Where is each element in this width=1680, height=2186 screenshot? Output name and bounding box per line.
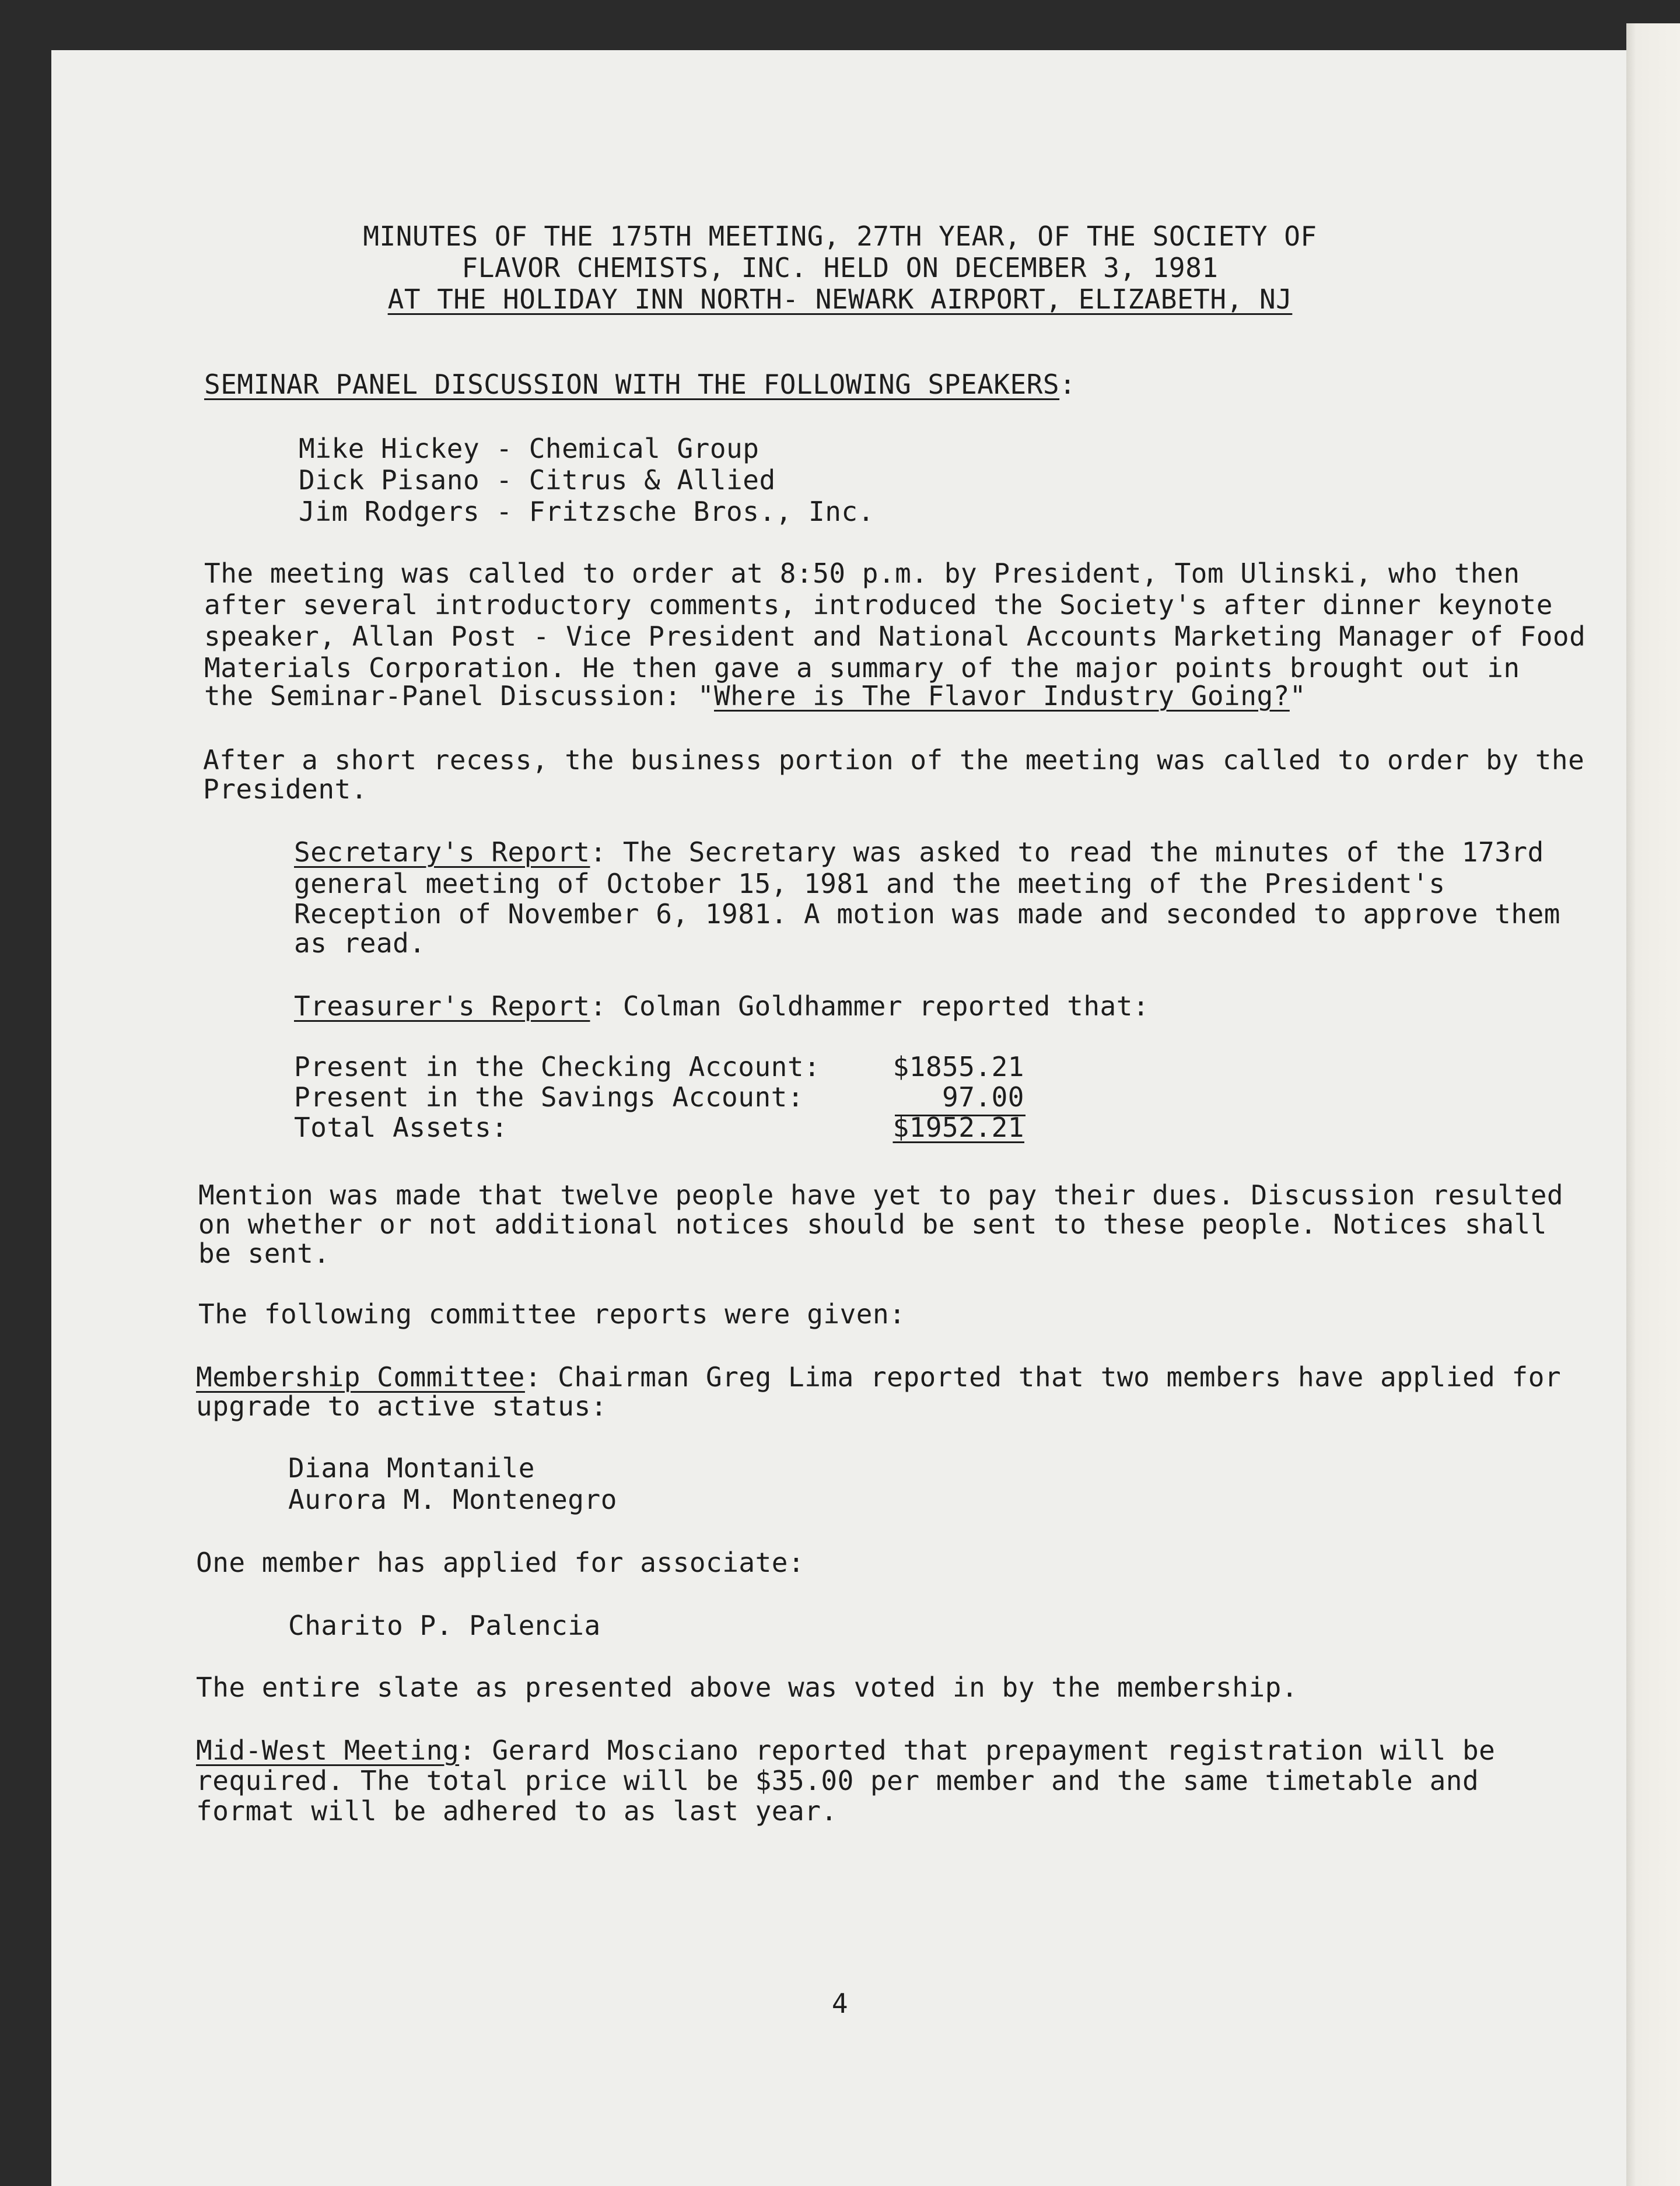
title-line-1: MINUTES OF THE 175TH MEETING, 27TH YEAR, OF THE SOCIETY OF (363, 220, 1317, 252)
seminar-heading-text: SEMINAR PANEL DISCUSSION WITH THE FOLLOWING SPEAKERS (204, 369, 1060, 400)
committees-intro: The following committee reports were given: (198, 1298, 906, 1330)
midwest-line: required. The total price will be $35.00 per member and the same timetable and (196, 1765, 1479, 1796)
treasurer-report-label: Treasurer's Report (294, 990, 590, 1022)
intro-line: Materials Corporation. He then gave a summary of the major points brought out in (204, 652, 1520, 684)
account-row-value: $1855.21 (892, 1051, 1024, 1083)
treasurer-report-first-line: : Colman Goldhammer reported that: (590, 990, 1150, 1022)
recess-line: After a short recess, the business portion of the meeting was called to order by the (203, 744, 1585, 776)
intro-line: The meeting was called to order at 8:50 p.m. by President, Tom Ulinski, who then (204, 558, 1520, 589)
intro-line-last (204, 680, 1306, 712)
membership-committee-line (196, 1361, 1561, 1393)
midwest-meeting-line (196, 1735, 1495, 1766)
seminar-heading-colon: : (1059, 369, 1076, 400)
intro-last-prefix: the Seminar-Panel Discussion: " (204, 680, 715, 712)
title-line-3 (0, 283, 1680, 315)
dues-line: on whether or not additional notices should be sent to these people. Notices shall (198, 1208, 1547, 1240)
secretary-line: as read. (294, 927, 426, 959)
recess-line: President. (203, 773, 368, 805)
account-row-label: Total Assets: (294, 1112, 508, 1143)
secretary-line: general meeting of October 15, 1981 and the meeting of the President's (294, 868, 1446, 899)
midwest-first-line: : Gerard Mosciano reported that prepayment registration will be (459, 1735, 1496, 1766)
seminar-heading (204, 369, 1076, 400)
account-row-value: 97.00 (942, 1081, 1024, 1113)
title-line-3-text: AT THE HOLIDAY INN NORTH- NEWARK AIRPORT, ELIZABETH, NJ (387, 283, 1293, 315)
speaker-item: Dick Pisano - Citrus & Allied (299, 464, 776, 496)
secretary-report-line (294, 836, 1544, 868)
title-line-2: FLAVOR CHEMISTS, INC. HELD ON DECEMBER 3, 1981 (461, 252, 1219, 283)
dues-line: be sent. (198, 1238, 330, 1269)
account-row-value (875, 1112, 1024, 1143)
active-member: Aurora M. Montenegro (288, 1484, 617, 1515)
intro-line: speaker, Allan Post - Vice President and National Accounts Marketing Manager of Food (204, 621, 1586, 652)
membership-committee-label: Membership Committee (196, 1361, 525, 1393)
active-member: Diana Montanile (288, 1452, 535, 1484)
membership-first-line: : Chairman Greg Lima reported that two members have applied for (524, 1361, 1562, 1393)
midwest-meeting-label: Mid-West Meeting (196, 1735, 460, 1766)
speaker-item: Jim Rodgers - Fritzsche Bros., Inc. (299, 496, 874, 527)
discussion-title: Where is The Flavor Industry Going? (714, 680, 1290, 712)
dues-line: Mention was made that twelve people have yet to pay their dues. Discussion resulted (198, 1179, 1564, 1211)
account-row-label: Present in the Checking Account: (294, 1051, 821, 1083)
secretary-report-first-line: : The Secretary was asked to read the minutes of the 173rd (590, 836, 1544, 868)
membership-line-2: upgrade to active status: (196, 1390, 607, 1422)
secretary-line: Reception of November 6, 1981. A motion was made and seconded to approve them (294, 898, 1560, 930)
page-number: 4 (831, 1988, 849, 2019)
intro-line: after several introductory comments, introduced the Society's after dinner keynote (204, 589, 1553, 621)
adjacent-page-edge (1626, 23, 1680, 2186)
treasurer-report-line (294, 990, 1149, 1022)
secretary-report-label: Secretary's Report (294, 836, 590, 868)
associate-member: Charito P. Palencia (288, 1610, 601, 1641)
intro-last-suffix: " (1289, 680, 1307, 712)
total-assets-value: $1952.21 (892, 1112, 1024, 1143)
midwest-line: format will be adhered to as last year. (196, 1795, 838, 1827)
vote-line: The entire slate as presented above was voted in by the membership. (196, 1672, 1298, 1703)
speaker-item: Mike Hickey - Chemical Group (299, 433, 760, 464)
account-row-label: Present in the Savings Account: (294, 1081, 804, 1113)
associate-intro: One member has applied for associate: (196, 1547, 805, 1578)
